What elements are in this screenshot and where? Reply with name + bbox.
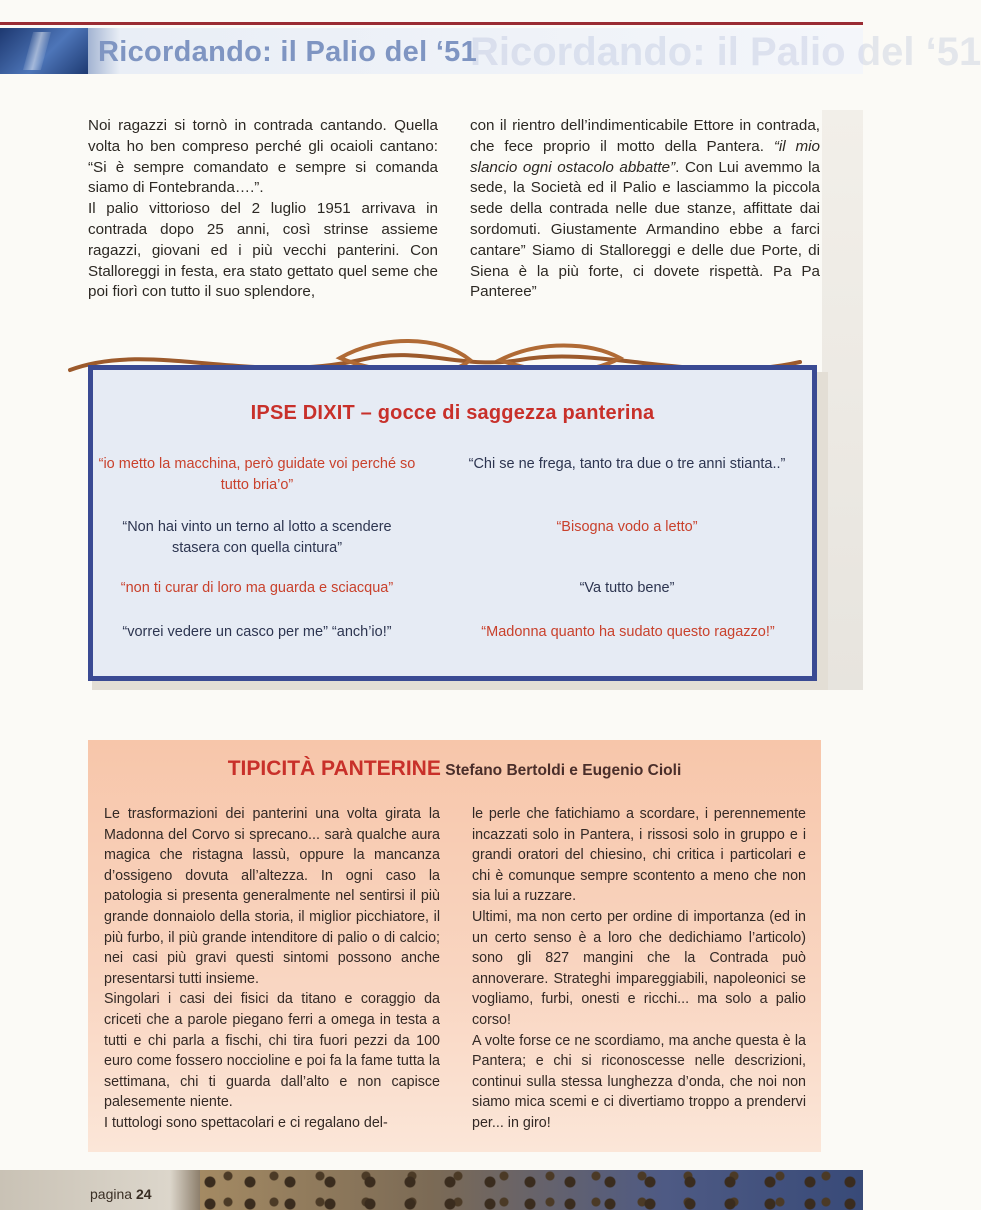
article-text: . Con Lui avemmo la sede, la Società ed il Palio e lasciammo la piccola sede della contrada nelle due stanze, affittate dai sordomuti. Giustamente Armandino ebbe a farci cantare” Siamo di Stalloreggi e delle due Porte, di Siena è la più forte, ci dovete rispettà. Pa Pa Panteree” [470, 158, 820, 301]
footer-leopard-pattern [200, 1170, 863, 1210]
tipicita-paragraph: Singolari i casi dei fisici da titano e coraggio da criceti che a parole piegano ferri a omega in testa a tutti e chi parla a fischi, chi tira fuori pezzi da 100 euro come fossero noccioline e poi fa la fame tutta la settimana, chi ti guarda dall’alto e non capisce palesemente niente. [104, 991, 440, 1111]
article-paragraph: Noi ragazzi si tornò in contrada cantando. Quella volta ho ben compreso perché gli ocaioli cantano: “Si è sempre comandato e sempre si comanda siamo di Fontebranda….”. [88, 117, 438, 197]
page-number-value: 24 [135, 1186, 152, 1202]
header-ghost-text: Ricordando: il Palio del ‘51 [470, 30, 981, 74]
quote-item: “Va tutto bene” [579, 580, 675, 596]
quote-item: “Non hai vinto un terno al lotto a scendere stasera con quella cintura” [122, 519, 392, 556]
page-label: pagina [90, 1186, 133, 1202]
ipse-dixit-title: IPSE DIXIT – gocce di saggezza panterina [250, 402, 655, 424]
tipicita-paragraph: Ultimi, ma non certo per ordine di importanza (ed in un certo senso è a loro che dedichiamo l’articolo) sono gli 827 mangini che la Contrada può annoverare. Strateghi impareggiabili, napoleonici se vogliamo, furbi, onesti e ricchi... ma solo a palio corso! [472, 908, 806, 1028]
quote-item: “Madonna quanto ha sudato questo ragazzo!” [481, 624, 775, 640]
tipicita-authors: Stefano Bertoldi e Eugenio Cioli [445, 762, 682, 779]
article-paragraph [470, 116, 820, 303]
tipicita-paragraph: I tuttologi sono spettacolari e ci regalano del- [104, 1114, 388, 1131]
tipicita-title: TIPICITÀ PANTERINE [227, 757, 441, 780]
tipicita-paragraph: le perle che fatichiamo a scordare, i perennemente incazzati solo in Pantera, i rissosi solo in gruppo e i grandi oratori del chiesino, chi critica i particolari e chi è comunque sempre scontento a meno che non sia lui a ruzzare. [472, 806, 806, 905]
quote-item: “Bisogna vodo a letto” [556, 519, 698, 535]
ipse-dixit-box [88, 365, 817, 681]
header-emblem-shine [23, 32, 51, 70]
article-left-column [88, 116, 438, 303]
quote-item: “io metto la macchina, però guidate voi perché so tutto bria’o” [98, 456, 416, 493]
tipicita-heading [88, 757, 821, 781]
header-top-rule [0, 22, 863, 25]
article-paragraph: Il palio vittorioso del 2 luglio 1951 arrivava in contrada dopo 25 anni, così strinse assieme ragazzi, giovani ed i più vecchi panterini. Con Stalloreggi in festa, era stato gettato quel seme che poi fiorì con tutto il suo splendore, [88, 200, 438, 301]
contrada-motto: “il mio slancio ogni ostacolo abbatte” [470, 137, 820, 176]
tipicita-paragraph: Le trasformazioni dei panterini una volta girata la Madonna del Corvo si sprecano... sarà qualche aura magica che ristagna lassù, oppure la mancanza d’ossigeno dovuta all’altezza. In ogni caso la patologia si presenta generalmente nel sentirsi il più grande donnaiolo della storia, il miglior picchiatore, il più furbo, il più grande intenditore di palio o di calcio; nei casi più gravi questi sintomi possono anche presentarsi tutti insieme. [104, 806, 440, 987]
tipicita-paragraph: A volte forse ce ne scordiamo, ma anche questa è la Pantera; e chi si riconoscesse nelle descrizioni, continui sulla stessa lunghezza d’onda, che noi non siamo mica scemi e ci divertiamo troppo a prendervi per... in giro! [472, 1032, 806, 1131]
header-emblem [0, 28, 88, 74]
quote-item: “Chi se ne frega, tanto tra due o tre anni stianta..” [468, 456, 786, 472]
tipicita-right-column [472, 804, 806, 1134]
page-title: Ricordando: il Palio del ‘51 [98, 36, 478, 68]
article-text: con il rientro dell’indimenticabile Ettore in contrada, che fece proprio il motto della Pantera. [470, 117, 820, 155]
quote-item: “vorrei vedere un casco per me” “anch’io!” [122, 624, 392, 640]
tipicita-box [88, 740, 821, 1152]
tipicita-left-column [104, 804, 440, 1134]
article-right-column [470, 116, 820, 303]
quote-item: “non ti curar di loro ma guarda e sciacqua” [120, 580, 394, 596]
page-number [90, 1186, 152, 1202]
